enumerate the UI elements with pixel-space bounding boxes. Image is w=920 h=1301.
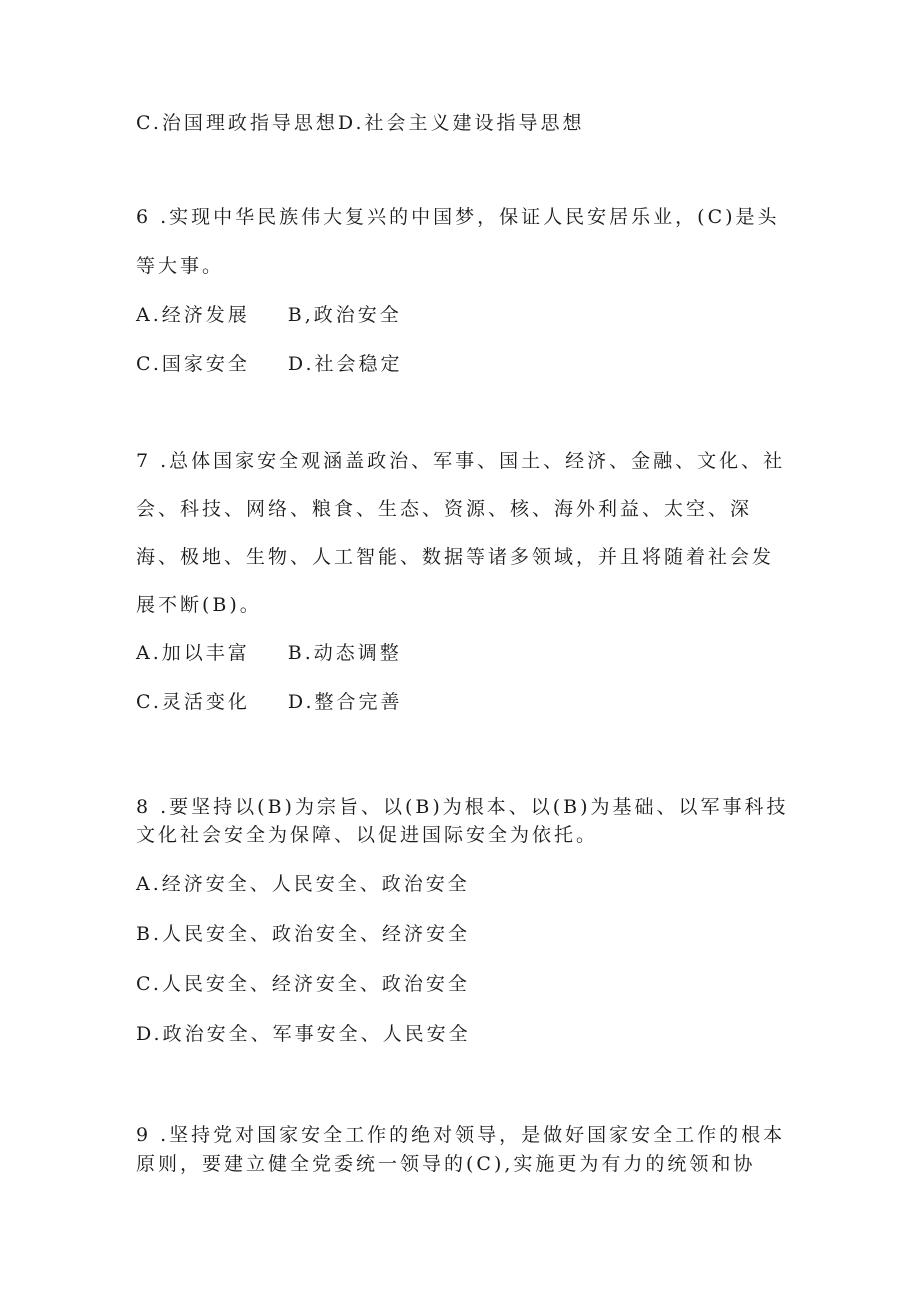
q5-option-c: C.治国理政指导思想 [136,112,338,134]
q6-options-row-2 [136,352,403,376]
q6-stem-line-2: 等大事。 [136,255,225,277]
q6-option-a: A.经济发展 [136,304,250,326]
q6-stem-line-1: 6 .实现中华民族伟大复兴的中国梦，保证人民安居乐业，(C)是头 [136,206,780,228]
q9-stem-line-2: 原则，要建立健全党委统一领导的(C),实施更为有力的统领和协 [136,1153,756,1175]
q9-stem-line-1: 9 .坚持党对国家安全工作的绝对领导，是做好国家安全工作的根本 [136,1124,786,1146]
q8-option-a: A.经济安全、人民安全、政治安全 [136,873,470,895]
q7-stem-line-2: 会、科技、网络、粮食、生态、资源、核、海外利益、太空、深 [136,498,753,520]
q7-options-row-2 [136,690,403,714]
q8-option-c: C.人民安全、经济安全、政治安全 [136,973,470,995]
q8-option-d: D.政治安全、军事安全、人民安全 [136,1023,471,1045]
q5-option-d: D.社会主义建设指导思想 [337,112,585,134]
q7-option-b: B.动态调整 [287,642,402,664]
q8-stem-line-2: 文化社会安全为保障、以促进国际安全为依托。 [136,824,599,846]
q6-option-c: C.国家安全 [136,353,250,375]
q7-option-d: D.整合完善 [287,691,403,713]
q7-stem-line-4: 展不断(B)。 [136,594,262,616]
q6-option-b: B,政治安全 [287,304,402,326]
q7-option-a: A.加以丰富 [136,642,250,664]
q7-stem-line-3: 海、极地、生物、人工智能、数据等诸多领域，并且将随着社会发 [136,546,775,568]
q8-stem-line-1: 8 .要坚持以(B)为宗旨、以(B)为根本、以(B)为基础、以军事科技 [136,796,789,818]
q7-stem-line-1: 7 .总体国家安全观涵盖政治、军事、国土、经济、金融、文化、社 [136,450,786,472]
q8-option-b: B.人民安全、政治安全、经济安全 [136,923,471,945]
q7-option-c: C.灵活变化 [136,691,250,713]
q6-options-row-1 [136,303,402,327]
q7-options-row-1 [136,641,402,665]
q6-option-d: D.社会稳定 [287,353,403,375]
q5-options-cd [136,111,585,135]
